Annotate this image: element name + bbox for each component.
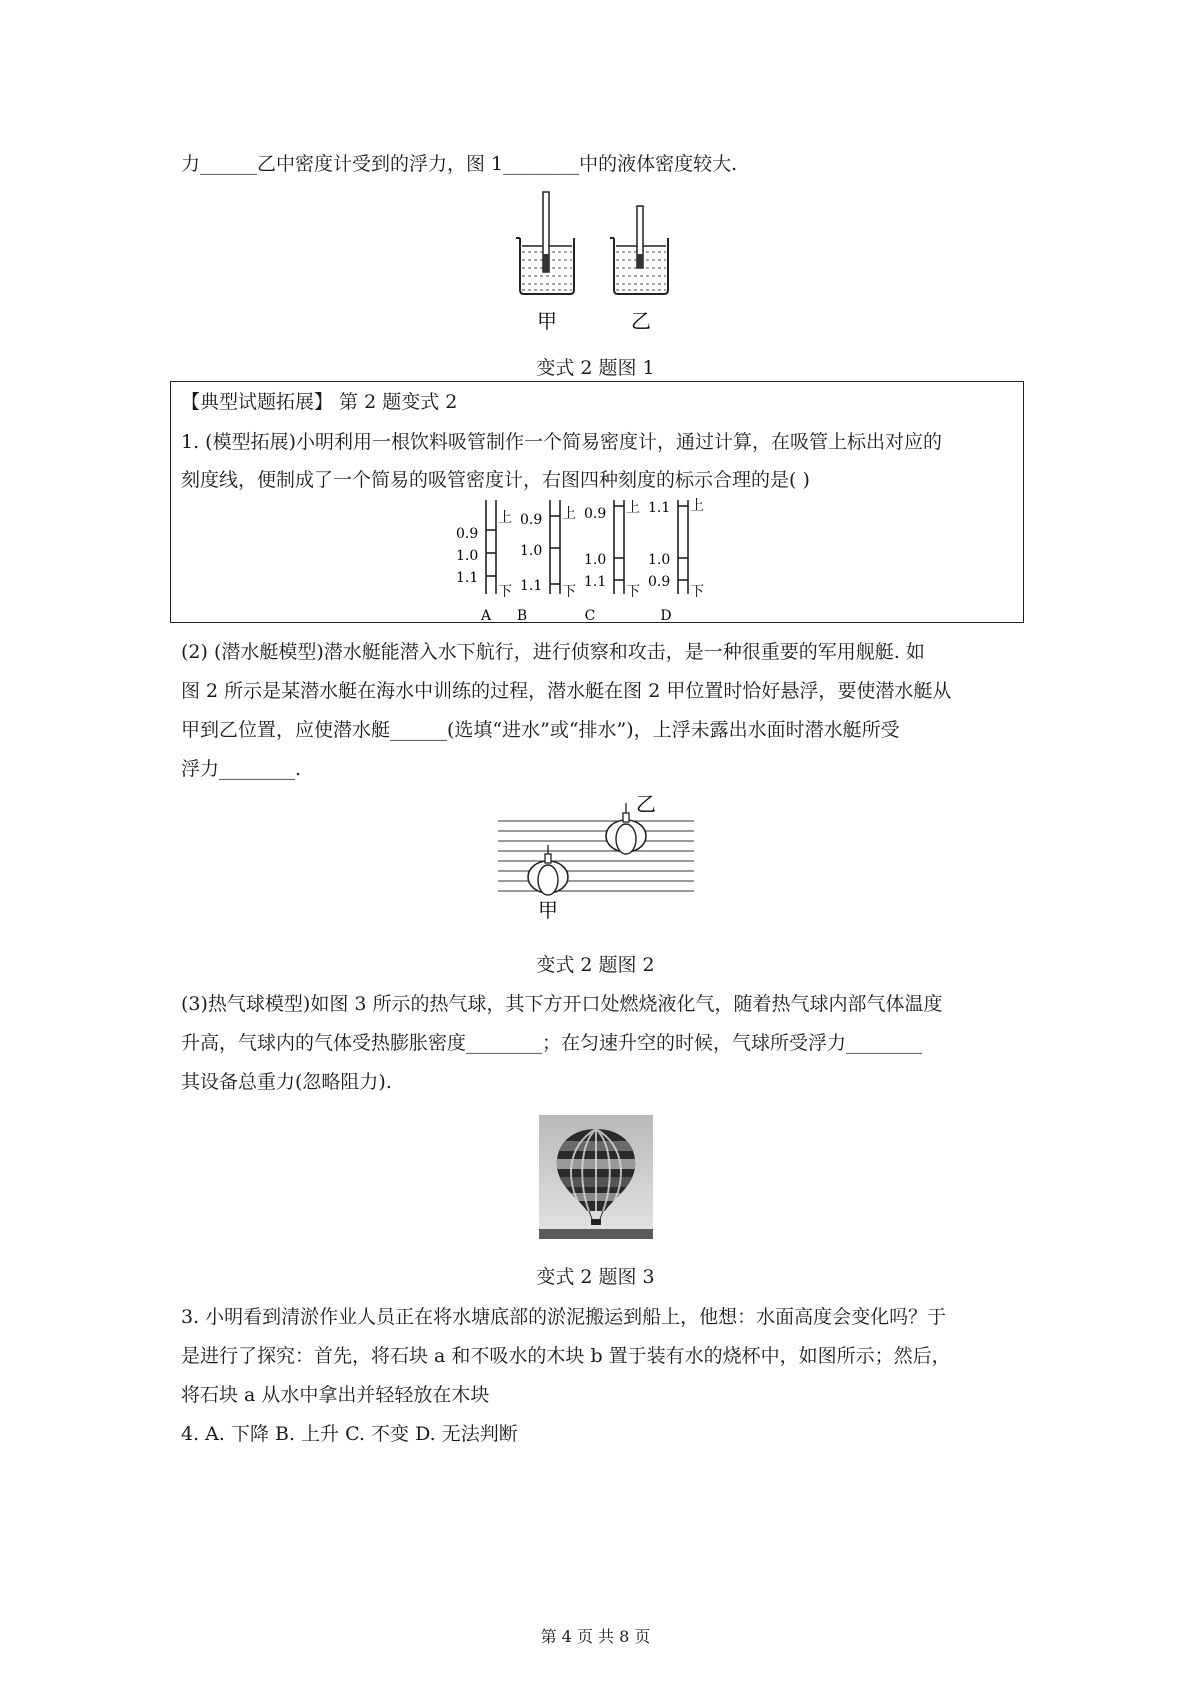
q4-text-line-2: 是进行了探究：首先，将石块 a 和不吸水的木块 b 置于装有水的烧杯中，如图所示；然后， [181, 1345, 951, 1367]
figure-1-beakers [510, 190, 690, 340]
page-footer: 第 4 页 共 8 页 [540, 1627, 651, 1646]
label-jia: 甲 [537, 309, 557, 333]
straw-scales-figure [440, 496, 760, 622]
extension-box-title: 【典型试题拓展】 第 2 题变式 2 [181, 391, 458, 413]
beaker-jia [516, 192, 574, 294]
bottom-label: 下 [498, 584, 512, 600]
tick-label: 1.0 [584, 552, 607, 568]
q4-text-line-3: 将石块 a 从水中拿出并轻轻放在木块 [181, 1384, 490, 1406]
beaker-yi [610, 206, 668, 294]
q1-text-line-1: 1. (模型拓展)小明利用一根饮料吸管制作一个简易密度计，通过计算，在吸管上标出对应的 [181, 431, 942, 453]
scale-letter: D [660, 608, 672, 622]
balloon-basket [591, 1219, 601, 1225]
tick-label: 0.9 [456, 526, 479, 542]
q3-text-line-1: (3)热气球模型)如图 3 所示的热气球，其下方开口处燃烧液化气，随着热气球内部气体温度 [181, 993, 943, 1015]
bottom-label: 下 [562, 584, 576, 600]
submarine-jia [528, 845, 568, 895]
scale-letter: B [516, 608, 528, 622]
tick-label: 1.0 [648, 552, 671, 568]
q4-text-line-1: 3. 小明看到清淤作业人员正在将水塘底部的淤泥搬运到船上，他想：水面高度会变化吗？于 [181, 1306, 947, 1328]
q2-text-line-1: (2) (潜水艇模型)潜水艇能潜入水下航行，进行侦察和攻击，是一种很重要的军用舰艇. 如 [181, 641, 925, 663]
top-label: 上 [626, 500, 640, 516]
tick-label: 1.0 [456, 548, 479, 564]
scale-letter: C [584, 608, 596, 622]
q3-text-line-2: 升高，气球内的气体受热膨胀密度________；在匀速升空的时候，气球所受浮力________ [181, 1032, 923, 1054]
tick-label: 1.1 [584, 574, 607, 590]
tick-label: 0.9 [520, 512, 543, 528]
figure-2-submarines [494, 793, 704, 921]
top-label: 上 [562, 506, 576, 522]
scale-a [456, 500, 512, 622]
q2-text-line-2: 图 2 所示是某潜水艇在海水中训练的过程，潜水艇在图 2 甲位置时恰好悬浮，要使潜水艇从 [181, 680, 952, 702]
figure-2-caption: 变式 2 题图 2 [536, 954, 655, 976]
label-yi: 乙 [631, 309, 651, 333]
label-jia: 甲 [538, 898, 558, 921]
bottom-label: 下 [690, 584, 704, 600]
scale-letter: A [480, 608, 492, 622]
q5-options-line: 4. A. 下降 B. 上升 C. 不变 D. 无法判断 [181, 1423, 518, 1445]
tick-label: 0.9 [648, 574, 671, 590]
figure-3-balloon-photo [539, 1115, 653, 1239]
bottom-label: 下 [626, 584, 640, 600]
top-label: 上 [498, 510, 512, 526]
tick-label: 1.1 [648, 500, 671, 516]
tick-label: 1.1 [520, 578, 543, 594]
scale-b [517, 500, 576, 622]
label-yi: 乙 [636, 793, 656, 816]
top-label: 上 [690, 498, 704, 514]
tick-label: 0.9 [584, 506, 607, 522]
tick-label: 1.0 [520, 543, 543, 559]
q3-text-line-3: 其设备总重力(忽略阻力). [181, 1071, 392, 1093]
q2-text-line-3: 甲到乙位置，应使潜水艇______(选填“进水”或“排水”)，上浮未露出水面时潜水艇所受 [181, 719, 900, 741]
figure-3-caption: 变式 2 题图 3 [536, 1266, 655, 1288]
q2-text-line-4: 浮力________. [181, 758, 302, 780]
ground-strip [539, 1229, 653, 1239]
scale-d [648, 498, 704, 622]
question-fill-line: 力______乙中密度计受到的浮力，图 1________中的液体密度较大. [181, 153, 738, 175]
figure-1-caption: 变式 2 题图 1 [536, 357, 655, 379]
tick-label: 1.1 [456, 570, 479, 586]
water-lines [498, 821, 694, 891]
q1-text-line-2: 刻度线，便制成了一个简易的吸管密度计，右图四种刻度的标示合理的是( ) [181, 469, 810, 491]
scale-c [584, 500, 640, 622]
